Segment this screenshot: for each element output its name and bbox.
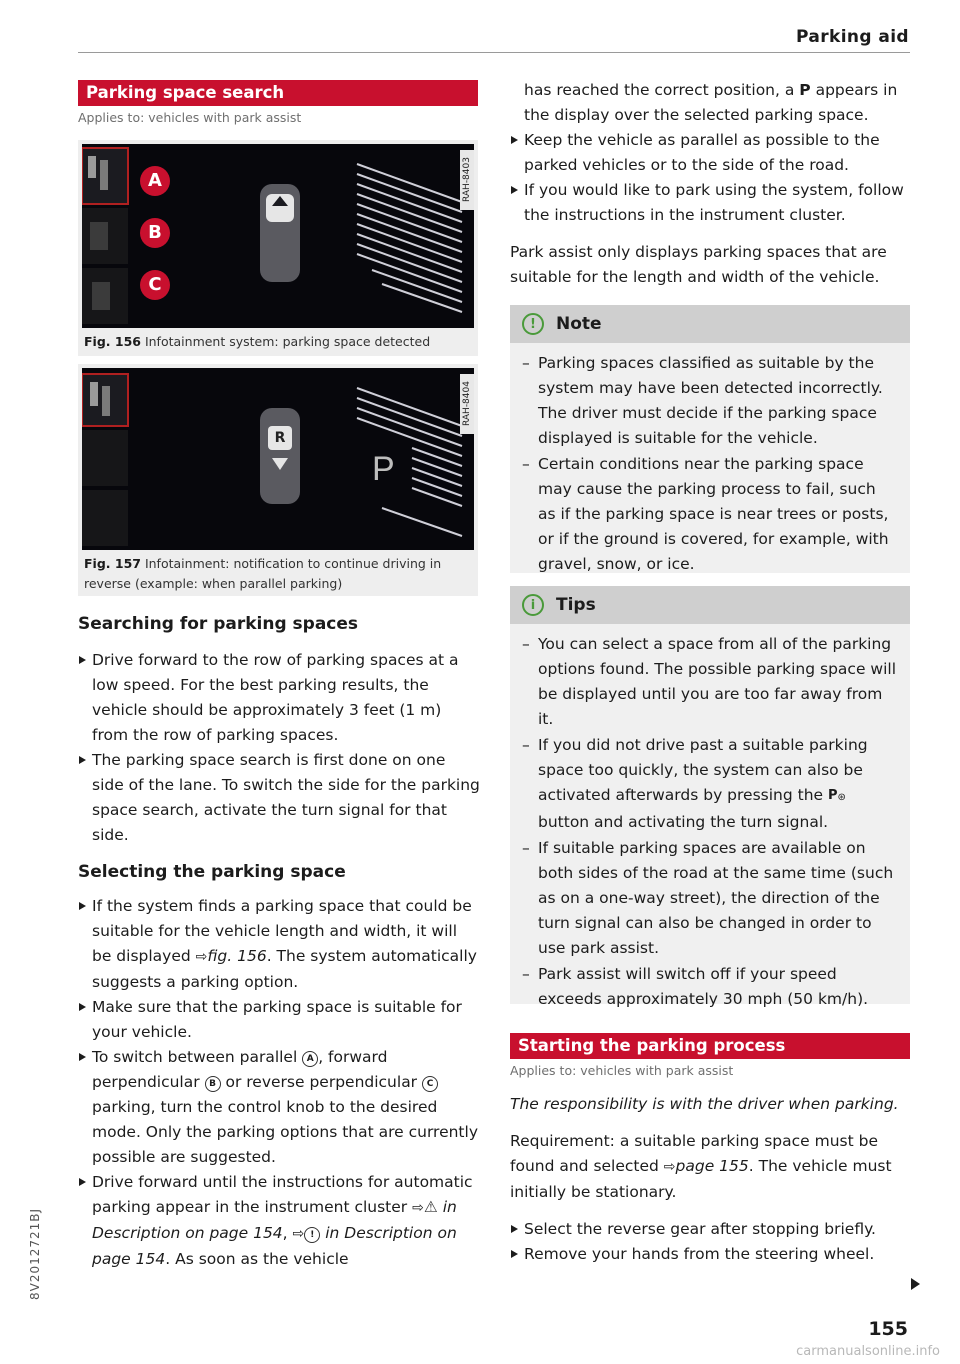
page-number: 155	[868, 1318, 908, 1340]
b6-text-a: Drive forward until the instructions for automatic parking appear in the instrument cluster	[92, 1173, 473, 1216]
note-header	[510, 305, 910, 343]
note-title: Note	[556, 314, 602, 334]
tips-item-2: – If you did not drive past a suitable parking space too quickly, the system can also be activated afterwards by pressing the P⊛ button and activating the turn signal.	[522, 733, 896, 835]
header-rule	[78, 52, 910, 53]
fig156-code: RAH-8403	[460, 150, 474, 210]
paragraph-displays-spaces: Park assist only displays parking spaces that are suitable for the length and width of the vehicle.	[510, 243, 887, 286]
heading-selecting: Selecting the parking space	[78, 862, 346, 882]
tips-item-3: – If suitable parking spaces are available on both sides of the road at the same time (such as on a one-way street), the direction of the turn signal can also be changed in order to use park assist.	[522, 836, 896, 961]
p-letter: P	[799, 81, 811, 99]
req-text-a: Requirement: a suitable parking space must be found and selected	[510, 1132, 879, 1175]
fig157-caption-text: Infotainment: notification to continue driving in reverse (example: when parallel parking)	[84, 556, 442, 591]
b5-text-c: or reverse perpendicular	[220, 1073, 422, 1091]
b3-text-a: If the system finds a parking space that could be suitable for the vehicle length and width, it will be displayed	[92, 897, 472, 965]
note-exclamation-icon: !	[522, 313, 544, 335]
document-code: 8V2012721BJ	[28, 1207, 42, 1300]
ref-arrow-icon: ⇨	[412, 1200, 424, 1216]
note-box	[510, 305, 910, 573]
fig157-caption	[84, 554, 468, 594]
link-description-note[interactable]: in Description on page 154	[92, 1224, 457, 1268]
bullet-switch-modes	[78, 1045, 480, 1170]
b6-text-b: . As soon as the vehicle	[165, 1250, 349, 1268]
bullet-drive-until: Drive forward until the instructions for automatic parking appear in the instrument cluster ⇨⚠ in Description on page 154, ⇨ ! in Description on page 154. As soon as the vehicle	[78, 1170, 480, 1272]
tips-header	[510, 586, 910, 624]
note-item-1: – Parking spaces classified as suitable by the system may have been detected incorrectly. The driver must decide if the parking space displayed is suitable for the vehicle.	[522, 351, 896, 451]
tips-item-1: – You can select a space from all of the parking options found. The possible parking space will be displayed until you are too far away from it.	[522, 632, 896, 732]
bullet-follow-instructions: If you would like to park using the system, follow the instructions in the instrument cluster.	[510, 178, 910, 228]
b5-text-d: parking, turn the control knob to the desired mode. Only the parking options that are currently possible are suggested.	[92, 1098, 478, 1166]
tips-info-icon: i	[522, 594, 544, 616]
parking-space-p-marker: P	[372, 450, 395, 488]
reverse-gear-badge: R	[274, 430, 286, 446]
circled-a-icon: A	[302, 1051, 318, 1067]
bullet-select-reverse: Select the reverse gear after stopping briefly.	[510, 1217, 910, 1242]
section-banner-parking-space-search: Parking space search	[78, 80, 478, 106]
link-page-155[interactable]: page 155	[675, 1157, 749, 1175]
cont-text-b: appears in the display over the selected parking space.	[524, 81, 898, 124]
applies-note: Applies to: vehicles with park assist	[78, 110, 302, 125]
tips-box	[510, 586, 910, 1008]
fig157-caption-num: Fig. 157	[84, 556, 141, 571]
ref-arrow-icon: ⇨	[292, 1226, 305, 1242]
running-title: Parking aid	[795, 27, 909, 47]
link-description-warning[interactable]: in Description on page 154	[92, 1198, 457, 1242]
fig156-caption	[84, 332, 430, 352]
tips-title: Tips	[556, 595, 596, 615]
mode-label-c: C	[140, 270, 170, 300]
fig157-screen	[82, 368, 474, 550]
info-note-icon: !	[304, 1227, 320, 1243]
park-assist-button-icon: P	[828, 788, 838, 803]
b5-text-b: , forward perpendicular	[92, 1048, 388, 1091]
bullet-make-sure: Make sure that the parking space is suitable for your vehicle.	[78, 995, 480, 1045]
circled-b-icon: B	[205, 1076, 221, 1092]
bullet-search-side: The parking space search is first done on one side of the lane. To switch the side for the parking space search, activate the turn signal for that side.	[78, 748, 480, 848]
fig156-caption-text: Infotainment system: parking space detected	[144, 334, 431, 349]
left-body	[78, 614, 480, 1272]
bullet-system-finds	[78, 894, 480, 995]
bullet-drive-forward: Drive forward to the row of parking spaces at a low speed. For the best parking results, the vehicle should be approximately 3 feet (1 m) from the row of parking spaces.	[78, 648, 480, 748]
continued-paragraph	[510, 78, 910, 128]
tips-item-2-tail: button and activating the turn signal.	[538, 813, 829, 831]
bullet-keep-parallel: Keep the vehicle as parallel as possible to the parked vehicles or to the side of the road.	[510, 128, 910, 178]
cont-text-a: has reached the correct position, a	[524, 81, 800, 99]
fig156-caption-num: Fig. 156	[84, 334, 141, 349]
ref-arrow-icon: ⇨	[663, 1159, 676, 1175]
req-text-b: . The vehicle must initially be stationary.	[510, 1157, 892, 1201]
tips-item-2-text: If you did not drive past a suitable parking space too quickly, the system can also be activated afterwards by pressing the	[538, 736, 868, 804]
fig157-code: RAH-8404	[460, 374, 474, 434]
continue-arrow-icon	[911, 1278, 920, 1290]
fig157-graphic	[82, 368, 474, 550]
circled-c-icon: C	[422, 1076, 438, 1092]
figure-157	[78, 364, 478, 596]
right-body-top	[510, 78, 910, 290]
mode-label-a: A	[140, 166, 170, 196]
fig156-screen	[82, 144, 474, 328]
figure-156	[78, 140, 478, 356]
section-banner-starting: Starting the parking process	[510, 1033, 910, 1059]
watermark: carmanualsonline.info	[796, 1344, 940, 1359]
applies-note-2: Applies to: vehicles with park assist	[510, 1063, 734, 1078]
mode-label-b: B	[140, 218, 170, 248]
responsibility-intro: The responsibility is with the driver when parking.	[510, 1095, 899, 1113]
tips-item-4: – Park assist will switch off if your speed exceeds approximately 30 mph (50 km/h).	[522, 962, 896, 1012]
heading-searching: Searching for parking spaces	[78, 614, 359, 634]
ref-arrow-icon: ⇨	[195, 949, 208, 965]
right-body-bottom	[510, 1092, 910, 1267]
b3-text-b: . The system automatically suggests a parking option.	[92, 947, 477, 991]
bullet-remove-hands: Remove your hands from the steering wheel.	[510, 1242, 910, 1267]
b5-text-a: To switch between parallel	[92, 1048, 303, 1066]
note-item-2: – Certain conditions near the parking space may cause the parking process to fail, such as if the parking space is near trees or posts, or if the ground is covered, for example, with gravel, snow, or ice.	[522, 452, 896, 577]
requirement-paragraph	[510, 1129, 910, 1205]
link-fig156[interactable]: fig. 156	[207, 947, 267, 965]
warning-triangle-icon: ⚠	[423, 1198, 438, 1216]
